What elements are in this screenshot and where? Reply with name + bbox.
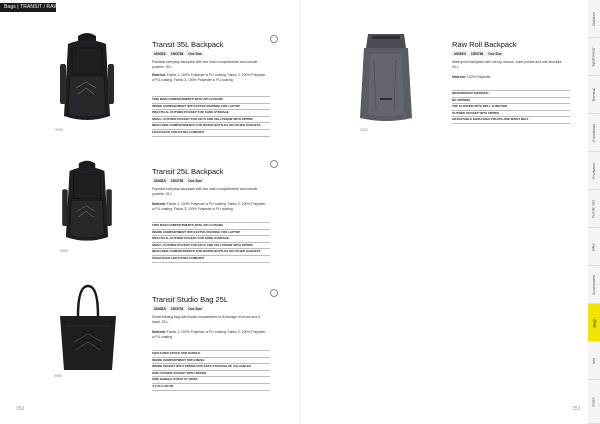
photo-number: 9999 xyxy=(60,249,68,253)
material-label: Material: xyxy=(152,330,166,334)
tab-bike[interactable]: Bike xyxy=(588,228,600,266)
feature-list xyxy=(152,350,270,391)
info-size: One Size xyxy=(488,51,502,56)
product-info-row xyxy=(452,51,505,56)
material-label: Material: xyxy=(452,75,466,79)
feature-list xyxy=(452,90,570,124)
feature-item: PRACTICAL OUTSIDE POCKET FOR SHOE STORAGE xyxy=(152,236,270,243)
product-info-row xyxy=(152,51,205,56)
feature-item: TOP CLOSURE WITH ROLL FUNCTION xyxy=(452,104,570,111)
info-size: One Size xyxy=(188,178,202,183)
feature-item: INSIDE COMPARTMENT WITH EXTRA PADDING FOR LAPTOP xyxy=(152,230,270,237)
feature-item: ADJUSTABLE SHOULDER STRAPS AND WAIST BELT xyxy=(452,117,570,124)
feature-item: PRACTICAL OUTSIDE POCKET FOR SHOE STORAGE xyxy=(152,110,270,117)
photo-number: 1903 xyxy=(360,128,368,132)
backpack-35l-image xyxy=(52,30,122,128)
section-header-label: Bags | TRANSIT / RAW xyxy=(4,4,59,10)
feature-item: MESH SIDE COMPARTMENTS FOR WATER BOTTLES OR OTHER GADGETS xyxy=(152,249,270,256)
feature-item: MESH SIDE COMPARTMENTS FOR WATER BOTTLES OR OTHER GADGETS xyxy=(152,123,270,130)
tab-nordic-ski[interactable]: Nordic Ski xyxy=(588,190,600,228)
material-text: 100% Polyester xyxy=(466,75,491,79)
section-tabs xyxy=(588,0,600,424)
tab-thermal[interactable]: Thermal xyxy=(588,76,600,114)
product-info-row xyxy=(152,178,205,183)
info-size: One Size xyxy=(188,51,202,56)
info-sku: 1905794 xyxy=(170,306,184,311)
product-description: Practical everyday backpack with two main compartments and outside pockets. 35 L. xyxy=(152,60,258,69)
page-number-right: 353 xyxy=(572,406,581,412)
feature-item: INSIDE COMPARTMENT WITH MESH xyxy=(152,358,270,365)
product-description: Smart training bag with inside compartment to fit storage of shoes and a towel. 25 L. xyxy=(152,315,260,324)
page-number-left: 352 xyxy=(16,406,25,412)
feature-item: FOAM BACK FOR EXTRA COMFORT xyxy=(152,130,270,137)
page-divider xyxy=(300,0,301,424)
tab-accessories[interactable]: Accessories xyxy=(588,266,600,304)
badge-icon xyxy=(270,289,278,297)
badge-icon xyxy=(270,35,278,43)
info-gender: UNISEX xyxy=(154,51,166,56)
feature-item: SMALL OUTSIDE POCKET FOR KEYS AND CELLPHONE WITH ZIPPER xyxy=(152,117,270,124)
feature-item: INSIDE COMPARTMENT WITH EXTRA PADDING FOR LAPTOP xyxy=(152,104,270,111)
product-title: Transit 35L Backpack xyxy=(152,40,224,49)
product-title: Raw Roll Backpack xyxy=(452,40,517,49)
feature-item: INSIDE POCKET WITH ZIPPER FOR SAFE STORAGE OF VALUABLES xyxy=(152,364,270,371)
backpack-25l-image xyxy=(54,158,120,248)
tab-sportswear[interactable]: Sportswear xyxy=(588,38,600,76)
product-title: Transit 25L Backpack xyxy=(152,167,224,176)
product-description: Waterproof backpack with roll top closure, outer pocket and soft structure. 30 L. xyxy=(452,60,563,69)
feature-item: SHOULDER STRAP AND HANDLE xyxy=(152,350,270,358)
tab-outdoor[interactable]: Outdoor xyxy=(588,0,600,38)
feature-item: OUTSIDE POCKET WITH ZIPPER xyxy=(452,111,570,118)
material-text: Fabric 1: 100% Polyester w PU coating. Fabric 2: 100% Polyester w PU coating. Fabric 3: 100% Polyester w PU coating. xyxy=(152,73,266,82)
material-label: Material: xyxy=(152,73,166,77)
product-material xyxy=(152,73,267,83)
section-header xyxy=(0,3,59,12)
badge-icon xyxy=(270,160,278,168)
product-info-row xyxy=(152,306,205,311)
feature-item: NO ZIPPERS xyxy=(452,98,570,105)
material-text: Fabric 1: 100% Polyester w PU coating. Fabric 2: 100% Polyester w PU coating. xyxy=(152,330,266,339)
info-gender: UNISEX xyxy=(454,51,466,56)
tab-index[interactable]: Index xyxy=(588,380,600,424)
material-text: Fabric 1: 100% Polyester w PU coating. Fabric 2: 100% Polyester w PU coating. Fabric 3: 100% Polyester w PU coating. xyxy=(152,202,266,211)
raw-roll-backpack-image xyxy=(350,30,422,126)
feature-item: SMALL OUTSIDE POCKET FOR KEYS AND CELLPHONE WITH ZIPPER xyxy=(152,243,270,250)
feature-item: WATERPROOF MATERIAL xyxy=(452,90,570,98)
tab-bags[interactable]: Bags xyxy=(588,304,600,342)
feature-list xyxy=(152,222,270,263)
product-material xyxy=(152,202,267,212)
studio-bag-image xyxy=(52,282,124,374)
product-material xyxy=(452,75,567,80)
product-title: Transit Studio Bag 25L xyxy=(152,295,229,304)
photo-number: 9999 xyxy=(55,128,63,132)
feature-item: SIDE HANDLE STRAP AT SIDES xyxy=(152,377,270,384)
info-size: One Size xyxy=(188,306,202,311)
feature-list xyxy=(152,96,270,137)
feature-item: FOAM BACK FOR EXTRA COMFORT xyxy=(152,256,270,263)
info-sku: 1905788 xyxy=(170,51,184,56)
material-label: Material: xyxy=(152,202,166,206)
product-material xyxy=(152,330,267,340)
tab-functional[interactable]: Functional xyxy=(588,114,600,152)
tab-info[interactable]: Info xyxy=(588,342,600,380)
feature-item: ONE OUTSIDE POCKET WITH ZIPPER xyxy=(152,371,270,378)
product-description: Practical everyday backpack with two main compartments and outside pockets. 25 L. xyxy=(152,187,258,196)
info-sku: 1905786 xyxy=(470,51,484,56)
photo-number: 9999 xyxy=(54,374,62,378)
info-gender: UNISEX xyxy=(154,178,166,183)
feature-item: 4 X 25 X 28 CM xyxy=(152,384,270,391)
tab-footwear[interactable]: Footwear xyxy=(588,152,600,190)
info-gender: UNISEX xyxy=(154,306,166,311)
info-sku: 1905789 xyxy=(170,178,184,183)
feature-item: TWO MAIN COMPARTMENTS WITH ZIP CLOSURE xyxy=(152,222,270,230)
feature-item: TWO MAIN COMPARTMENTS WITH ZIP CLOSURE xyxy=(152,96,270,104)
